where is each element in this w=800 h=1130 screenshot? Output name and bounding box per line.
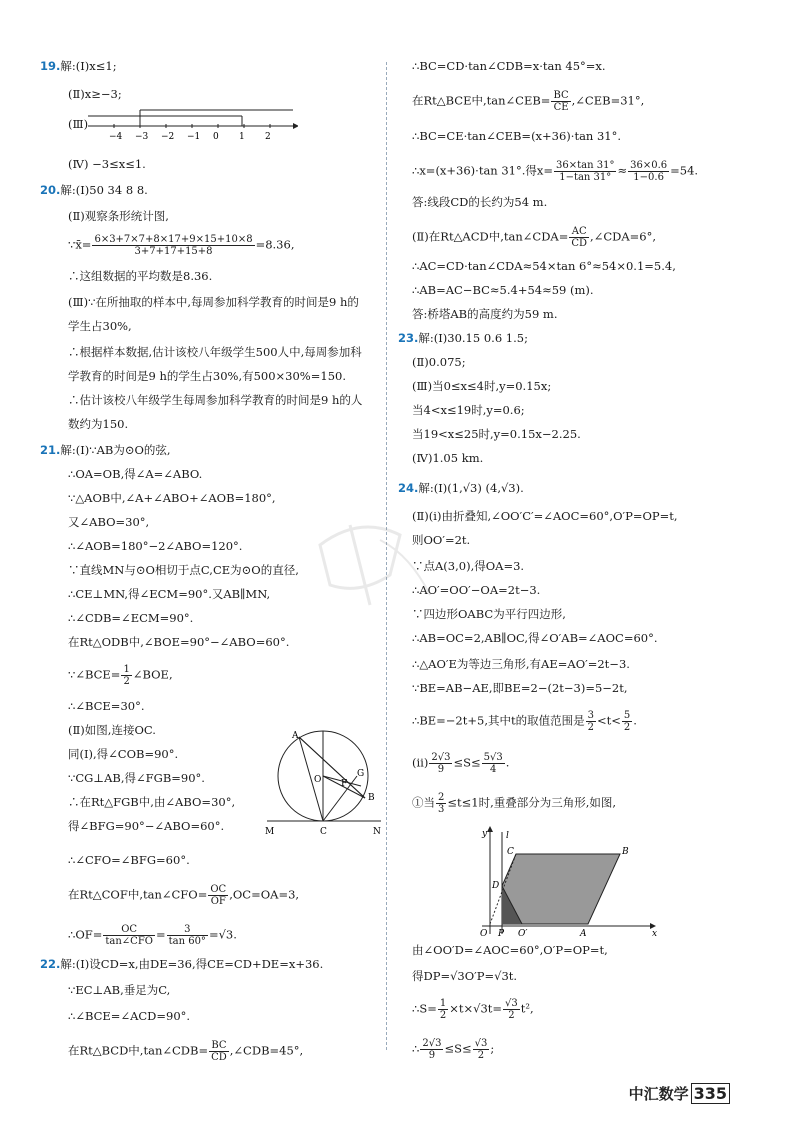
q19-line-1: 19.解:(Ⅰ)x≤1; (40, 59, 117, 73)
q23-line-3: (Ⅲ)当0≤x≤4时,y=0.15x; (412, 379, 552, 393)
footer-label: 中汇数学 (628, 1085, 689, 1103)
q21-line-4: 又∠ABO=30°, (68, 515, 150, 529)
q21-line-1: 21.解:(Ⅰ)∵AB为⊙O的弦, (40, 443, 171, 457)
q21-line-16: 得∠BFG=90°−∠ABO=60°. (68, 819, 225, 833)
q24-line-4: ∵点A(3,0),得OA=3. (412, 559, 525, 573)
q20-line-2: (Ⅱ)观察条形统计图, (68, 209, 169, 223)
q24-line-1: 24.解:(Ⅰ)(1,√3) (4,√3). (398, 481, 524, 495)
number-line-label: 2 (265, 132, 271, 142)
q24-line-2: (Ⅱ)(ⅰ)由折叠知,∠OO′C′=∠AOC=60°,O′P=OP=t, (412, 509, 678, 523)
q24-line-9: ∵BE=AB−AE,即BE=2−(2t−3)=5−2t, (412, 681, 628, 695)
q24-line-13: 由∠OO′D=∠AOC=60°,O′P=OP=t, (412, 943, 608, 957)
q24-line-11: (ⅱ) $\frac{2√3}{9}$ ≤S≤ $\frac{5√3}{4}$ . (412, 752, 510, 775)
q20-line-6: 学生占30%, (68, 319, 132, 333)
q21-line-5: ∴∠AOB=180°−2∠ABO=120°. (68, 539, 243, 553)
svg-text:C: C (507, 847, 514, 857)
svg-text:D: D (492, 881, 500, 891)
q21-line-6: ∵直线MN与⊙O相切于点C,CE为⊙O的直径, (68, 563, 299, 577)
q21-line-14: ∵CG⊥AB,得∠FGB=90°. (68, 771, 205, 785)
q24-number: 24. (398, 481, 419, 495)
number-line-label: −2 (161, 132, 175, 142)
q21-circle-figure (265, 726, 383, 846)
q21-number: 21. (40, 443, 61, 457)
svg-text:l: l (506, 831, 509, 841)
q21-line-8: ∴∠CDB=∠ECM=90°. (68, 611, 194, 625)
q24-line-3: 则OO′=2t. (412, 533, 471, 547)
svg-text:G: G (357, 769, 365, 779)
q23-number: 23. (398, 331, 419, 345)
q22-line-1: 22.解:(Ⅰ)设CD=x,由DE=36,得CE=CD+DE=x+36. (40, 957, 324, 971)
q22-line-2: ∵EC⊥AB,垂足为C, (68, 983, 171, 997)
number-line-label: −3 (135, 132, 149, 142)
q21-line-19: ∴OF= $\frac{OC}{\text{tan∠CFO}}$ = $\frac{3}{\tan 60^\circ}$ =√3. (68, 924, 237, 947)
q22-cont-line-5: 答:线段CD的长约为54 m. (412, 195, 548, 209)
q21-line-7: ∴CE⊥MN,得∠ECM=90°.又AB∥MN, (68, 587, 271, 601)
q24-line-15: ∴S= $\frac{1}{2}$ ×t×√3t= $\frac{√3}{2}$ t², (412, 998, 534, 1021)
q23-line-2: (Ⅱ)0.075; (412, 355, 466, 369)
svg-text:C: C (320, 827, 327, 837)
q22-line-3: ∴∠BCE=∠ACD=90°. (68, 1009, 191, 1023)
svg-text:A: A (292, 731, 299, 741)
q22-cont-line-9: 答:桥塔AB的高度约为59 m. (412, 307, 558, 321)
q22-cont-line-4: ∴x=(x+36)·tan 31°.得x= $\frac{36\times\tan 31^\circ}{1-\tan 31^\circ}$ ≈ $\frac{36\times 0.6}{1-0.6}$ =54. (412, 160, 699, 183)
q20-line-5: (Ⅲ)∵在所抽取的样本中,每周参加科学教育的时间是9 h的 (68, 295, 359, 309)
q23-line-5: 当19<x≤25时,y=0.15x−2.25. (412, 427, 581, 441)
svg-text:B: B (368, 793, 375, 803)
q20-number: 20. (40, 183, 61, 197)
q19-line-2: (Ⅱ)x≥−3; (68, 87, 122, 101)
number-line-label: −1 (187, 132, 201, 142)
svg-text:O: O (314, 775, 322, 785)
q22-number: 22. (40, 957, 61, 971)
q21-line-2: ∴OA=OB,得∠A=∠ABO. (68, 467, 203, 481)
svg-text:A: A (580, 929, 587, 938)
q23-line-4: 当4<x≤19时,y=0.6; (412, 403, 525, 417)
svg-text:B: B (622, 847, 629, 857)
q21-line-10: ∵∠BCE= $\frac{1}{2}$ ∠BOE, (68, 664, 173, 687)
svg-text:y: y (482, 829, 488, 839)
q22-line-4: 在Rt△BCD中,tan∠CDB= $\frac{BC}{CD}$ ,∠CDB=45°, (68, 1040, 304, 1063)
q24-line-6: ∵四边形OABC为平行四边形, (412, 607, 566, 621)
svg-text:P: P (498, 929, 505, 938)
svg-text:N: N (373, 827, 381, 837)
q24-line-14: 得DP=√3O′P=√3t. (412, 969, 518, 983)
page-number: 335 (691, 1083, 730, 1104)
svg-text:M: M (265, 827, 275, 837)
q20-line-4: ∴这组数据的平均数是8.36. (68, 269, 213, 283)
q21-line-9: 在Rt△ODB中,∠BOE=90°−∠ABO=60°. (68, 635, 290, 649)
number-line-label: 0 (213, 132, 219, 142)
watermark-logo (300, 505, 450, 625)
q20-line-1: 20.解:(Ⅰ)50 34 8 8. (40, 183, 148, 197)
q19-line-3: (Ⅲ) (68, 117, 89, 131)
q24-line-10: ∴BE=−2t+5,其中t的取值范围是 $\frac{3}{2}$ <t< $\frac{5}{2}$ . (412, 710, 637, 733)
number-line-label: 1 (239, 132, 245, 142)
q24-parallelogram-figure (462, 826, 662, 938)
q22-cont-line-8: ∴AB=AC−BC≈5.4+54≈59 (m). (412, 283, 594, 297)
svg-text:O: O (480, 929, 488, 938)
q21-line-11: ∴∠BCE=30°. (68, 699, 145, 713)
q21-line-17: ∴∠CFO=∠BFG=60°. (68, 853, 190, 867)
q20-mean-fraction: $\frac{6\times 3+7\times 7+8\times 17+9\times 15+10\times 8}{3+7+17+15+8}$ (94, 234, 253, 257)
q21-line-12: (Ⅱ)如图,连接OC. (68, 723, 156, 737)
q22-cont-line-2: 在Rt△BCE中,tan∠CEB= $\frac{BC}{CE}$ ,∠CEB=31°, (412, 90, 645, 113)
q20-line-8: 学教育的时间是9 h的学生占30%,有500×30%=150. (68, 369, 346, 383)
q19-number: 19. (40, 59, 61, 73)
q20-line-9: ∴估计该校八年级学生每周参加科学教育的时间是9 h的人 (68, 393, 363, 407)
page-footer (629, 1083, 730, 1104)
q19-line-4: (Ⅳ) −3≤x≤1. (68, 157, 146, 171)
q24-line-5: ∴AO′=OO′−OA=2t−3. (412, 583, 541, 597)
q22-cont-line-3: ∴BC=CE·tan∠CEB=(x+36)·tan 31°. (412, 129, 622, 143)
q19-number-line (88, 106, 298, 142)
q21-line-13: 同(Ⅰ),得∠COB=90°. (68, 747, 179, 761)
svg-text:O′: O′ (518, 929, 528, 938)
q24-line-7: ∴AB=OC=2,AB∥OC,得∠O′AB=∠AOC=60°. (412, 631, 658, 645)
q21-line-15: ∴在Rt△FGB中,由∠ABO=30°, (68, 795, 236, 809)
q21-line-18: 在Rt△COF中,tan∠CFO= $\frac{OC}{OF}$ ,OC=OA=3, (68, 884, 300, 907)
q23-line-1: 23.解:(Ⅰ)30.15 0.6 1.5; (398, 331, 528, 345)
q22-cont-line-6: (Ⅱ)在Rt△ACD中,tan∠CDA= $\frac{AC}{CD}$ ,∠CDA=6°, (412, 226, 657, 249)
q24-line-12: ①当 $\frac{2}{3}$ ≤t≤1时,重叠部分为三角形,如图, (412, 792, 617, 815)
q20-line-10: 数约为150. (68, 417, 129, 431)
q22-cont-line-7: ∴AC=CD·tan∠CDA≈54×tan 6°≈54×0.1=5.4, (412, 259, 676, 273)
svg-text:F: F (341, 779, 348, 789)
q24-line-16: ∴ $\frac{2√3}{9}$ ≤S≤ $\frac{√3}{2}$ ; (412, 1038, 495, 1061)
q20-line-3: ∵x̄= $\frac{6\times 3+7\times 7+8\times 17+9\times 15+10\times 8}{3+7+17+15+8}$ =8.36, (68, 234, 295, 257)
number-line-label: −4 (109, 132, 123, 142)
q21-line-3: ∵△AOB中,∠A+∠ABO+∠AOB=180°, (68, 491, 276, 505)
q23-line-6: (Ⅳ)1.05 km. (412, 451, 484, 465)
q20-line-7: ∴根据样本数据,估计该校八年级学生500人中,每周参加科 (68, 345, 362, 359)
svg-text:x: x (652, 929, 658, 938)
q22-cont-line-1: ∴BC=CD·tan∠CDB=x·tan 45°=x. (412, 59, 606, 73)
q24-line-8: ∴△AO′E为等边三角形,有AE=AO′=2t−3. (412, 657, 630, 671)
